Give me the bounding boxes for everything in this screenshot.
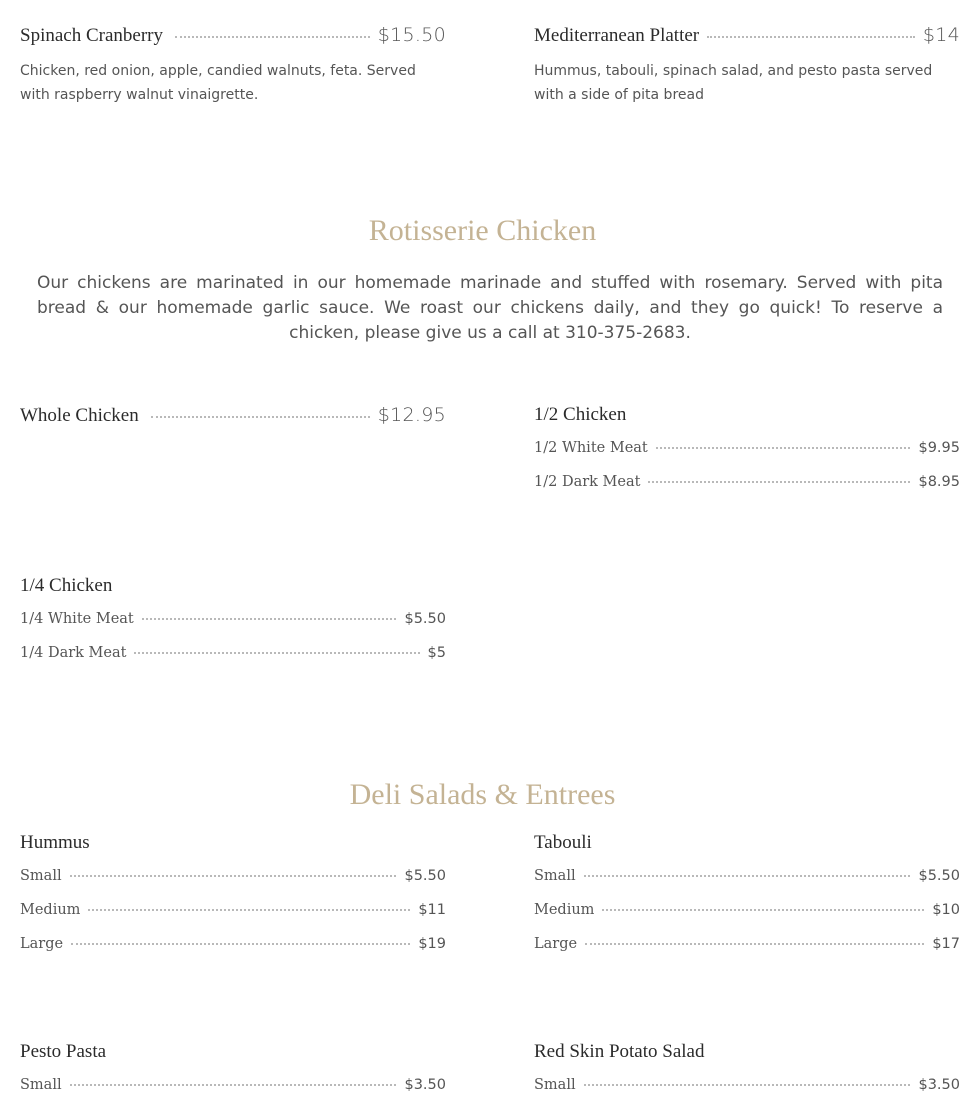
group-title: Pesto Pasta xyxy=(20,1041,107,1062)
option-price: $17 xyxy=(932,936,960,952)
dot-leader xyxy=(584,1084,911,1086)
item-price: $12.95 xyxy=(377,404,446,426)
item-description: Chicken, red onion, apple, candied walnuts, feta. Served with raspberry walnut vinaigrette. xyxy=(20,63,416,103)
item-name: Whole Chicken xyxy=(20,405,139,426)
section-title-rotisserie: Rotisserie Chicken xyxy=(368,214,597,247)
option-row xyxy=(20,936,446,952)
option-row xyxy=(534,868,960,884)
dot-leader xyxy=(70,1084,397,1086)
dot-leader xyxy=(151,416,370,418)
dot-leader xyxy=(70,875,397,877)
group-title: 1/4 Chicken xyxy=(20,575,113,596)
option-price: $5.50 xyxy=(918,868,960,884)
item-description: Hummus, tabouli, spinach salad, and pesto pasta served with a side of pita bread xyxy=(534,63,933,103)
menu-item-whole-chicken xyxy=(20,404,446,427)
option-row xyxy=(534,902,960,918)
dot-leader xyxy=(142,618,397,620)
group-title: Tabouli xyxy=(534,832,592,853)
menu-group-red-skin-potato-salad xyxy=(534,1041,960,1093)
option-name: Small xyxy=(534,868,576,884)
menu-group-tabouli xyxy=(534,832,960,952)
menu-group-half-chicken xyxy=(534,404,960,490)
option-name: Medium xyxy=(20,902,81,918)
option-name: Small xyxy=(20,868,62,884)
group-title: 1/2 Chicken xyxy=(534,404,627,425)
option-name: 1/2 White Meat xyxy=(534,440,648,456)
option-price: $8.95 xyxy=(918,474,960,490)
menu-item-mediterranean-platter xyxy=(534,24,960,107)
option-price: $5 xyxy=(427,645,446,661)
option-name: Small xyxy=(534,1077,576,1093)
section-title-deli: Deli Salads & Entrees xyxy=(349,778,616,811)
dot-leader xyxy=(648,481,910,483)
option-price: $5.50 xyxy=(404,611,446,627)
menu-group-pesto-pasta xyxy=(20,1041,446,1093)
option-name: Medium xyxy=(534,902,595,918)
dot-leader xyxy=(585,943,924,945)
option-row xyxy=(20,645,446,661)
item-price: $15.50 xyxy=(377,24,446,46)
option-row xyxy=(20,902,446,918)
option-name: 1/2 Dark Meat xyxy=(534,474,641,490)
dot-leader xyxy=(134,652,419,654)
item-name: Spinach Cranberry xyxy=(20,25,163,46)
option-row xyxy=(534,474,960,490)
option-name: 1/4 White Meat xyxy=(20,611,134,627)
option-price: $9.95 xyxy=(918,440,960,456)
option-row xyxy=(534,936,960,952)
option-row xyxy=(20,868,446,884)
dot-leader xyxy=(656,447,911,449)
option-row xyxy=(20,1077,446,1093)
section-description-rotisserie: Our chickens are marinated in our homemade marinade and stuffed with rosemary. Served with pita bread & our homemade garlic sauce. We roast our chickens daily, and they go quick! To reserve a chicken, please give us a call at 310-375-2683. xyxy=(37,273,943,343)
option-name: Large xyxy=(534,936,578,952)
menu-item-spinach-cranberry xyxy=(20,24,446,107)
option-row xyxy=(534,1077,960,1093)
option-name: 1/4 Dark Meat xyxy=(20,645,127,661)
option-row xyxy=(20,611,446,627)
option-price: $3.50 xyxy=(404,1077,446,1093)
dot-leader xyxy=(175,36,370,38)
dot-leader xyxy=(71,943,410,945)
option-price: $3.50 xyxy=(918,1077,960,1093)
option-price: $5.50 xyxy=(404,868,446,884)
group-title: Red Skin Potato Salad xyxy=(534,1041,705,1062)
option-name: Small xyxy=(20,1077,62,1093)
option-price: $19 xyxy=(418,936,446,952)
menu-group-quarter-chicken xyxy=(20,575,446,661)
option-row xyxy=(534,440,960,456)
dot-leader xyxy=(584,875,911,877)
dot-leader xyxy=(88,909,410,911)
item-name: Mediterranean Platter xyxy=(534,25,700,46)
group-title: Hummus xyxy=(20,832,90,853)
option-price: $10 xyxy=(932,902,960,918)
option-price: $11 xyxy=(418,902,446,918)
item-price: $14 xyxy=(922,24,960,46)
option-name: Large xyxy=(20,936,64,952)
dot-leader xyxy=(707,36,915,38)
dot-leader xyxy=(602,909,924,911)
menu-group-hummus xyxy=(20,832,446,952)
